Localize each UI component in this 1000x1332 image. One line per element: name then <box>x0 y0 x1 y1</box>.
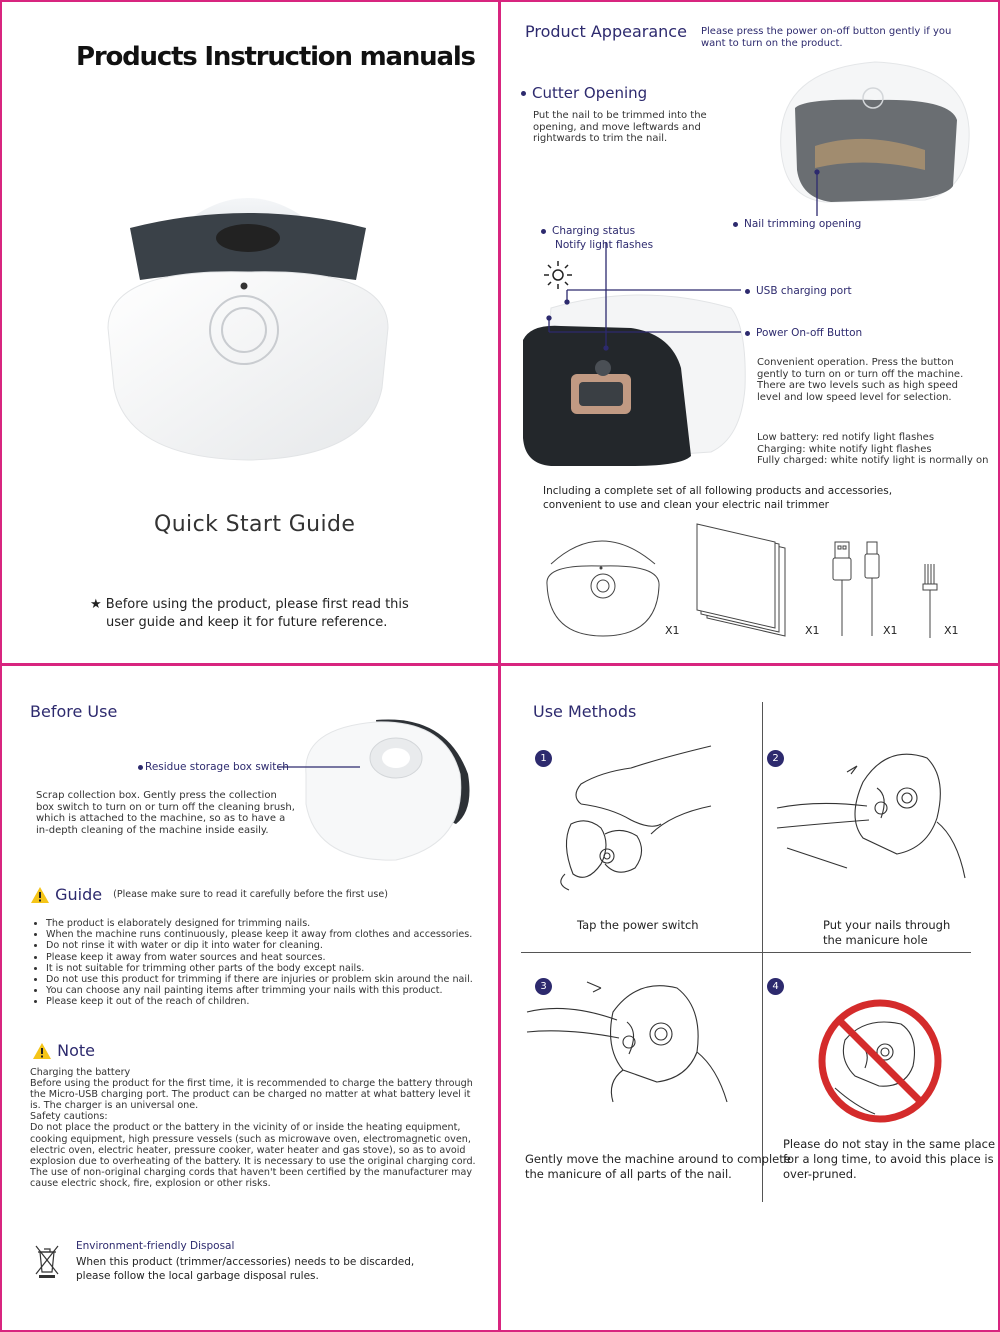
package-usb-cable-icon <box>831 540 891 640</box>
warning-icon <box>30 886 50 904</box>
power-hint: Please press the power on-off button gently if you want to turn on the product. <box>701 26 952 49</box>
package-brush-icon <box>915 562 945 642</box>
list-item: • When the machine runs continuously, please keep it away from clothes and accessories. <box>46 929 492 940</box>
cover-note <box>90 596 409 632</box>
step-2-illustration <box>777 738 977 888</box>
trimmer-top-image <box>775 60 975 210</box>
note-header <box>32 1040 95 1060</box>
use-methods-panel <box>501 666 998 1330</box>
cover-subtitle: Quick Start Guide <box>154 512 356 537</box>
list-item: • Do not rinse it with water or dip it into water for cleaning. <box>46 940 492 951</box>
note-body: Charging the battery Before using the product for the first time, it is recommended to charge the battery through the Micro-USB charging port. The product can be charged no matter at what battery level it is. The charger is an universal one. Safety cautions: Do not place the product or the battery in the vicinity of or inside the heating equipment, cooking equipment, high pressure vessels (such as microwave oven, electromagnetic oven, electric oven, electric heater, pressure cooker, water heater and gas stove), so as to avoid explosion due to overheating of the battery. It is necessary to use the original charging cord. The use of non-original charging cords that haven't been certified by the manufacturer may cause electric shock, fire, explosion or other risks. <box>30 1067 476 1189</box>
use-methods-heading: Use Methods <box>533 702 637 721</box>
label-residue-switch: Residue storage box switch <box>138 761 289 773</box>
guide-header <box>30 884 388 904</box>
step-3-caption: Gently move the machine around to complete the manicure of all parts of the nail. <box>525 1152 791 1181</box>
list-item: • Please keep it out of the reach of children. <box>46 996 492 1007</box>
appearance-panel <box>501 2 998 663</box>
step-divider-horizontal <box>521 952 971 953</box>
list-item: • Do not use this product for trimming if there are injuries or problem skin around the nail. <box>46 974 492 985</box>
sun-icon <box>543 260 573 290</box>
package-manual-icon <box>697 524 797 634</box>
label-power-button: Power On-off Button <box>745 327 862 339</box>
disposal-text: When this product (trimmer/accessories) needs to be discarded, please follow the local garbage disposal rules. <box>76 1256 415 1282</box>
appearance-heading: Product Appearance <box>525 22 687 41</box>
list-item: • Please keep it away from water sources and heat sources. <box>46 952 492 963</box>
star-icon: ★ <box>90 597 102 612</box>
step-2-caption: Put your nails through the manicure hole <box>823 918 951 947</box>
package-intro: Including a complete set of all following products and accessories, convenient to use and clean your electric nail trimmer <box>543 485 893 511</box>
step-4-caption: Please do not stay in the same place for a long time, to avoid this place is over-pruned. <box>783 1137 996 1181</box>
trimmer-product-image <box>98 168 398 488</box>
qty-brush: X1 <box>944 624 959 637</box>
battery-status: Low battery: red notify light flashes Charging: white notify light flashes Fully charged: white notify light is normally on <box>757 432 989 466</box>
step-4-number: 4 <box>767 978 784 995</box>
cover-note-line-2: user guide and keep it for future reference. <box>106 615 388 630</box>
label-usb-port: USB charging port <box>745 285 852 297</box>
list-item: • The product is elaborately designed for trimming nails. <box>46 918 492 929</box>
residue-callout-line <box>278 765 378 769</box>
trimmer-side-image <box>521 288 751 468</box>
warning-icon <box>32 1042 52 1060</box>
label-charging-status: Charging status Notify light flashes <box>541 224 653 252</box>
cutter-desc: Put the nail to be trimmed into the opening, and move leftwards and rightwards to trim the nail. <box>533 110 707 144</box>
cover-title: Products Instruction manuals <box>76 42 475 72</box>
before-use-heading: Before Use <box>30 702 118 721</box>
label-nail-opening: Nail trimming opening <box>733 218 861 230</box>
disposal-title: Environment-friendly Disposal <box>76 1240 235 1252</box>
step-4-prohibition-illustration <box>815 996 945 1126</box>
step-1-illustration <box>551 744 741 894</box>
operation-text: Convenient operation. Press the button gently to turn on or turn off the machine. There are two levels such as high speed level and low speed level for selection. <box>757 357 964 403</box>
cutter-title: Cutter Opening <box>521 84 647 102</box>
note-title: Note <box>57 1041 95 1060</box>
qty-trimmer: X1 <box>665 624 680 637</box>
qty-manual: X1 <box>805 624 820 637</box>
step-3-illustration <box>527 972 737 1122</box>
trimmer-residue-image <box>296 714 476 864</box>
cover-note-line-1: Before using the product, please first read this <box>105 597 409 612</box>
step-2-number: 2 <box>767 750 784 767</box>
step-1-caption: Tap the power switch <box>577 918 699 932</box>
before-use-panel <box>2 666 498 1330</box>
guide-list <box>32 918 492 1008</box>
package-trimmer-icon <box>541 524 665 640</box>
cover-panel <box>2 2 498 663</box>
guide-note: (Please make sure to read it carefully before the first use) <box>113 889 388 900</box>
list-item: • You can choose any nail painting items after trimming your nails with this product. <box>46 985 492 996</box>
step-3-number: 3 <box>535 978 552 995</box>
qty-cable: X1 <box>883 624 898 637</box>
scrap-text: Scrap collection box. Gently press the collection box switch to turn on or turn off the cleaning brush, which is attached to the machine, so as to have a in-depth cleaning of the machine inside easily. <box>36 790 295 836</box>
crossed-bin-icon <box>34 1244 60 1278</box>
bullet-icon <box>521 91 526 96</box>
step-1-number: 1 <box>535 750 552 767</box>
guide-title: Guide <box>55 885 103 904</box>
list-item: • It is not suitable for trimming other parts of the body except nails. <box>46 963 492 974</box>
